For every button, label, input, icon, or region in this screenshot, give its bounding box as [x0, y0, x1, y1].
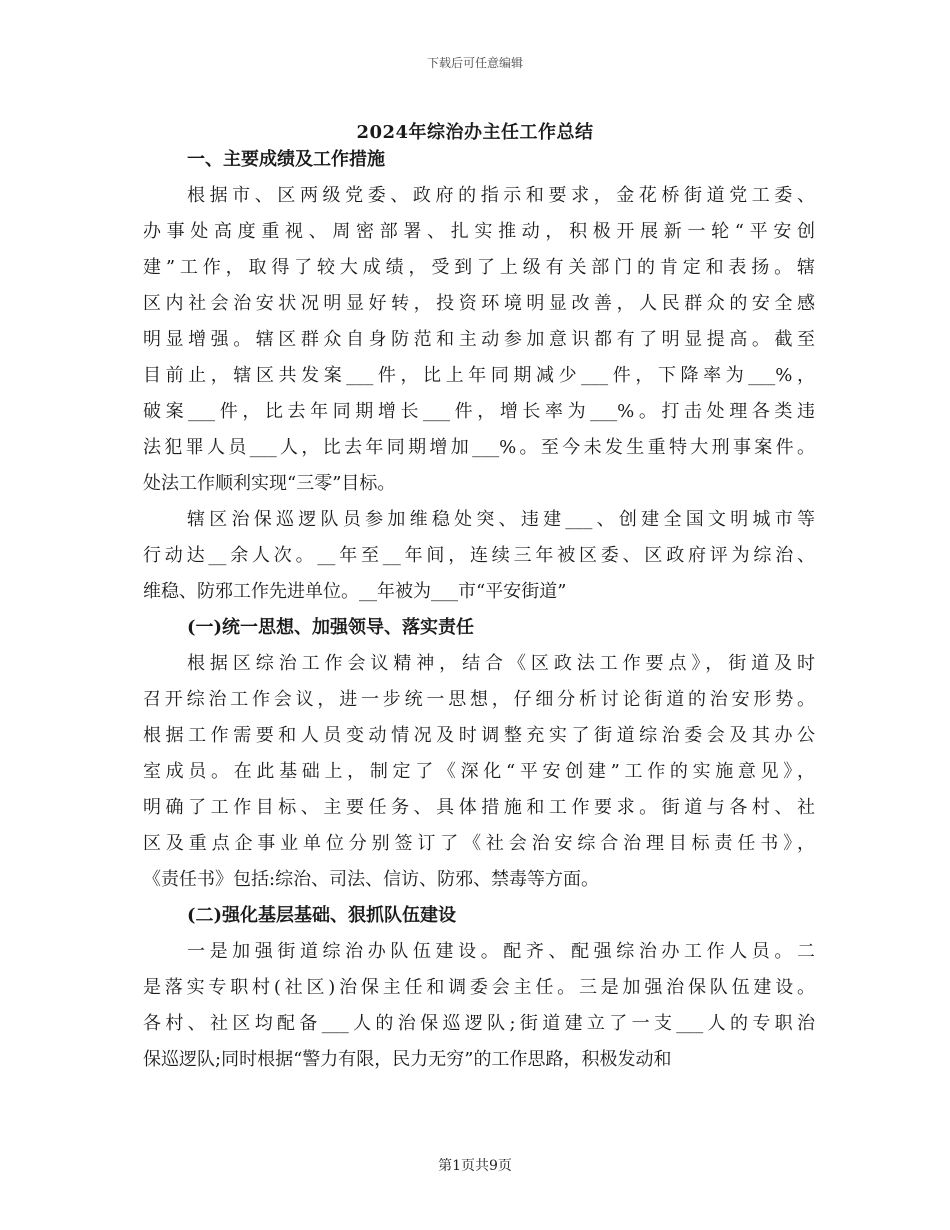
document-title: 2024年综治办主任工作总结: [356, 122, 594, 143]
paragraph: [143, 502, 815, 610]
paragraph-line: 法犯罪人员___人，比去年同期增加___%。至今未发生重特大刑事案件。: [143, 437, 815, 458]
paragraph-line: 维稳、防邪工作先进单位。__年被为___市“平安街道”: [143, 581, 567, 602]
paragraph-line: 区内社会治安状况明显好转，投资环境明显改善，人民群众的安全感: [143, 293, 815, 314]
subsection-heading: (一)统一思想、加强领导、落实责任: [187, 617, 475, 638]
page-number: 第1页共9页: [438, 1158, 512, 1174]
paragraph-line: 办事处高度重视、周密部署、扎实推动，积极开展新一轮“平安创: [143, 221, 815, 242]
paragraph-line: 目前止，辖区共发案___件，比上年同期减少___件，下降率为___%，: [143, 365, 815, 386]
document-body: [143, 142, 815, 1078]
paragraph: [143, 646, 815, 898]
paragraph-line: 室成员。在此基础上，制定了《深化“平安创建”工作的实施意见》，: [143, 761, 815, 782]
paragraph: [143, 178, 815, 502]
paragraph-line: 辖区治保巡逻队员参加维稳处突、违建___、创建全国文明城市等: [187, 509, 815, 530]
paragraph-line: 区及重点企事业单位分别签订了《社会治安综合治理目标责任书》，: [143, 833, 815, 854]
paragraph-line: 破案___件，比去年同期增长___件，增长率为___%。打击处理各类违: [143, 401, 815, 422]
paragraph-line: 是落实专职村(社区)治保主任和调委会主任。三是加强治保队伍建设。: [143, 977, 815, 998]
section-heading: 一、主要成绩及工作措施: [187, 149, 385, 170]
paragraph-line: 《责任书》包括:综治、司法、信访、防邪、禁毒等方面。: [143, 869, 600, 890]
paragraph-line: 根据工作需要和人员变动情况及时调整充实了街道综治委会及其办公: [143, 725, 815, 746]
download-watermark: 下载后可任意编辑: [426, 56, 523, 70]
paragraph-line: 保巡逻队;同时根据“警力有限，民力无穷”的工作思路，积极发动和: [143, 1049, 672, 1070]
paragraph-line: 根据区综治工作会议精神，结合《区政法工作要点》，街道及时: [187, 653, 815, 674]
paragraph-line: 建”工作，取得了较大成绩，受到了上级有关部门的肯定和表扬。辖: [143, 257, 815, 278]
paragraph-line: 明显增强。辖区群众自身防范和主动参加意识都有了明显提高。截至: [143, 329, 815, 350]
paragraph-line: 召开综治工作会议，进一步统一思想，仔细分析讨论街道的治安形势。: [143, 689, 815, 710]
subsection-heading: (二)强化基层基础、狠抓队伍建设: [187, 905, 457, 926]
paragraph-line: 处法工作顺利实现“三零”目标。: [143, 473, 396, 494]
paragraph-line: 一是加强街道综治办队伍建设。配齐、配强综治办工作人员。二: [187, 941, 815, 962]
paragraph: [143, 934, 815, 1078]
paragraph-line: 行动达__余人次。__年至__年间，连续三年被区委、区政府评为综治、: [143, 545, 815, 566]
paragraph-line: 明确了工作目标、主要任务、具体措施和工作要求。街道与各村、社: [143, 797, 815, 818]
paragraph-line: 根据市、区两级党委、政府的指示和要求，金花桥街道党工委、: [187, 185, 815, 206]
paragraph-line: 各村、社区均配备___人的治保巡逻队;街道建立了一支___人的专职治: [143, 1013, 815, 1034]
